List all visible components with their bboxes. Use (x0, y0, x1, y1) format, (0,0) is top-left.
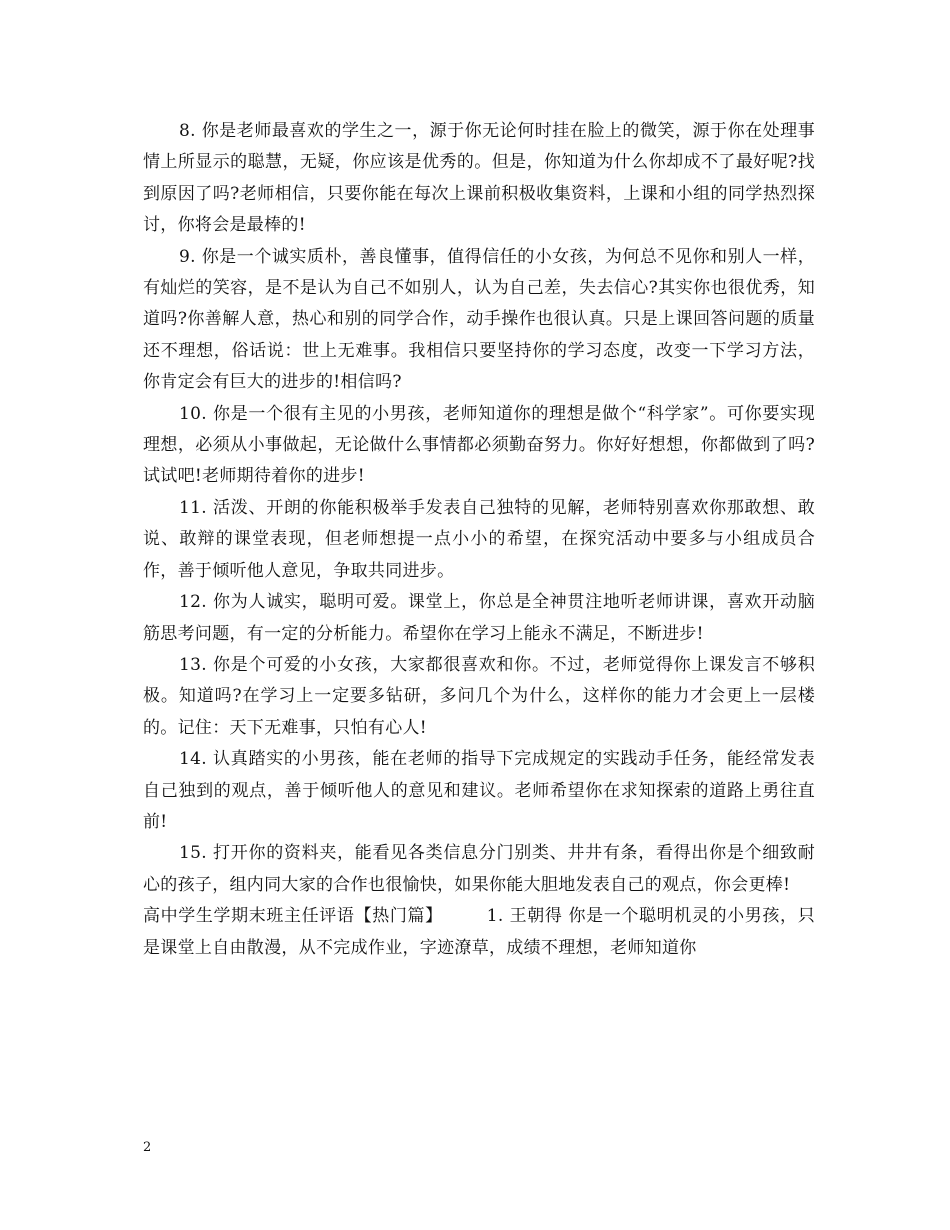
comment-paragraph-14: 14. 认真踏实的小男孩，能在老师的指导下完成规定的实践动手任务，能经常发表自己独到的观点，善于倾听他人的意见和建议。老师希望你在求知探索的道路上勇往直前! (143, 749, 815, 832)
comment-paragraph-15: 15. 打开你的资料夹，能看见各类信息分门别类、井井有条，看得出你是个细致耐心的孩子，组内同大家的合作也很愉快，如果你能大胆地发表自己的观点，你会更棒! (143, 843, 815, 895)
section-first-entry: 1. 王朝得 你是一个聪明机灵的小男孩，只是课堂上自由散漫，从不完成作业，字迹潦草，成绩不理想，老师知道你 (143, 906, 815, 958)
comment-paragraph-10: 10. 你是一个很有主见的小男孩，老师知道你的理想是做个“科学家”。可你要实现理想，必须从小事做起，无论做什么事情都必须勤奋努力。你好好想想，你都做到了吗?试试吧!老师期待着你的进步! (143, 403, 815, 487)
section-heading: 高中学生学期末班主任评语【热门篇】 (143, 906, 443, 927)
comment-paragraph-8: 8. 你是老师最喜欢的学生之一，源于你无论何时挂在脸上的微笑，源于你在处理事情上所显示的聪慧，无疑，你应该是优秀的。但是，你知道为什么你却成不了最好呢?找到原因了吗?老师相信，只要你能在每次上课前积极收集资料，上课和小组的同学热烈探讨，你将会是最棒的! (143, 121, 815, 236)
comment-paragraph-13: 13. 你是个可爱的小女孩，大家都很喜欢和你。不过，老师觉得你上课发言不够积极。知道吗?在学习上一定要多钻研，多问几个为什么，这样你的能力才会更上一层楼的。记住：天下无难事，只怕有心人! (143, 654, 815, 738)
section-heading-line (143, 901, 815, 964)
comment-paragraph-9: 9. 你是一个诚实质朴，善良懂事，值得信任的小女孩，为何总不见你和别人一样，有灿烂的笑容，是不是认为自己不如别人，认为自己差，失去信心?其实你也很优秀，知道吗?你善解人意，热心和别的同学合作，动手操作也很认真。只是上课回答问题的质量还不理想，俗话说：世上无难事。我相信只要坚持你的学习态度，改变一下学习方法，你肯定会有巨大的进步的!相信吗? (143, 246, 815, 393)
comment-paragraph-11: 11. 活泼、开朗的你能积极举手发表自己独特的见解，老师特别喜欢你那敢想、敢说、敢辩的课堂表现，但老师想提一点小小的希望，在探究活动中要多与小组成员合作，善于倾听他人意见，争取共同进步。 (143, 497, 815, 581)
comment-paragraph-12: 12. 你为人诚实，聪明可爱。课堂上，你总是全神贯注地听老师讲课，喜欢开动脑筋思考问题，有一定的分析能力。希望你在学习上能永不满足，不断进步! (143, 592, 815, 644)
page-number: 2 (143, 1140, 152, 1155)
document-body (143, 116, 815, 964)
